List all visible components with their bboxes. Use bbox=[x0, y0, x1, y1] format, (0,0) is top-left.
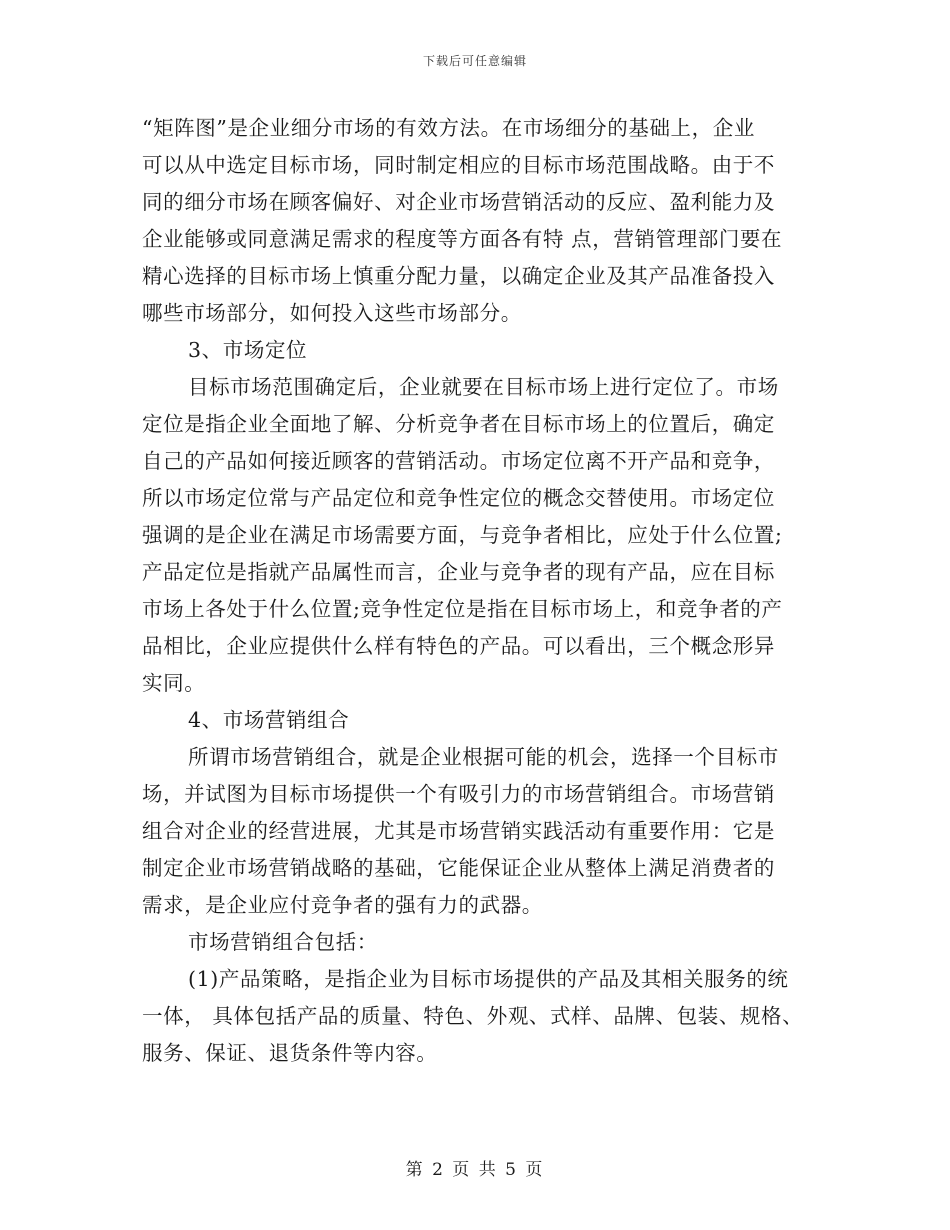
body-line: 自己的产品如何接近顾客的营销活动。市场定位离不开产品和竞争， bbox=[142, 449, 775, 473]
body-line: 品相比，企业应提供什么样有特色的产品。可以看出，三个概念形异 bbox=[142, 634, 775, 658]
section-heading: 3、市场定位 bbox=[188, 338, 308, 362]
body-line: 实同。 bbox=[142, 671, 206, 695]
section-heading: 4、市场营销组合 bbox=[188, 708, 350, 732]
body-line: 所谓市场营销组合，就是企业根据可能的机会，选择一个目标市 bbox=[188, 745, 779, 769]
body-line: 企业能够或同意满足需求的程度等方面各有特 点，营销管理部门要在 bbox=[142, 227, 783, 251]
page-header: 下载后可任意编辑 bbox=[422, 54, 527, 68]
body-line: 市场上各处于什么位置;竞争性定位是指在目标市场上，和竞争者的产 bbox=[142, 597, 783, 621]
body-line: “矩阵图”是企业细分市场的有效方法。在市场细分的基础上，企业 bbox=[142, 116, 755, 140]
body-line: 目标市场范围确定后，企业就要在目标市场上进行定位了。市场 bbox=[188, 375, 779, 399]
body-line: 同的细分市场在顾客偏好、对企业市场营销活动的反应、盈利能力及 bbox=[142, 190, 775, 214]
body-line: 制定企业市场营销战略的基础，它能保证企业从整体上满足消费者的 bbox=[142, 856, 775, 880]
body-line: 可以从中选定目标市场，同时制定相应的目标市场范围战略。由于不 bbox=[142, 153, 775, 177]
document-body bbox=[142, 110, 822, 1072]
body-line: 场，并试图为目标市场提供一个有吸引力的市场营销组合。市场营销 bbox=[142, 782, 775, 806]
body-line: 强调的是企业在满足市场需要方面，与竞争者相比，应处于什么位置; bbox=[142, 523, 783, 547]
body-line: (1)产品策略，是指企业为目标市场提供的产品及其相关服务的统 bbox=[188, 967, 789, 991]
body-line: 服务、保证、退货条件等内容。 bbox=[142, 1041, 438, 1065]
body-line: 需求，是企业应付竞争者的强有力的武器。 bbox=[142, 893, 543, 917]
page-number: 第 2 页 共 5 页 bbox=[405, 1160, 545, 1180]
body-line: 精心选择的目标市场上慎重分配力量，以确定企业及其产品准备投入 bbox=[142, 264, 775, 288]
body-line: 所以市场定位常与产品定位和竞争性定位的概念交替使用。市场定位 bbox=[142, 486, 775, 510]
body-line: 定位是指企业全面地了解、分析竞争者在目标市场上的位置后，确定 bbox=[142, 412, 775, 436]
body-line: 组合对企业的经营进展，尤其是市场营销实践活动有重要作用：它是 bbox=[142, 819, 775, 843]
body-line: 哪些市场部分，如何投入这些市场部分。 bbox=[142, 301, 522, 325]
body-line: 市场营销组合包括： bbox=[188, 930, 378, 954]
body-line: 产品定位是指就产品属性而言，企业与竞争者的现有产品，应在目标 bbox=[142, 560, 775, 584]
body-line: 一体， 具体包括产品的质量、特色、外观、式样、品牌、包装、规格、 bbox=[142, 1004, 804, 1028]
